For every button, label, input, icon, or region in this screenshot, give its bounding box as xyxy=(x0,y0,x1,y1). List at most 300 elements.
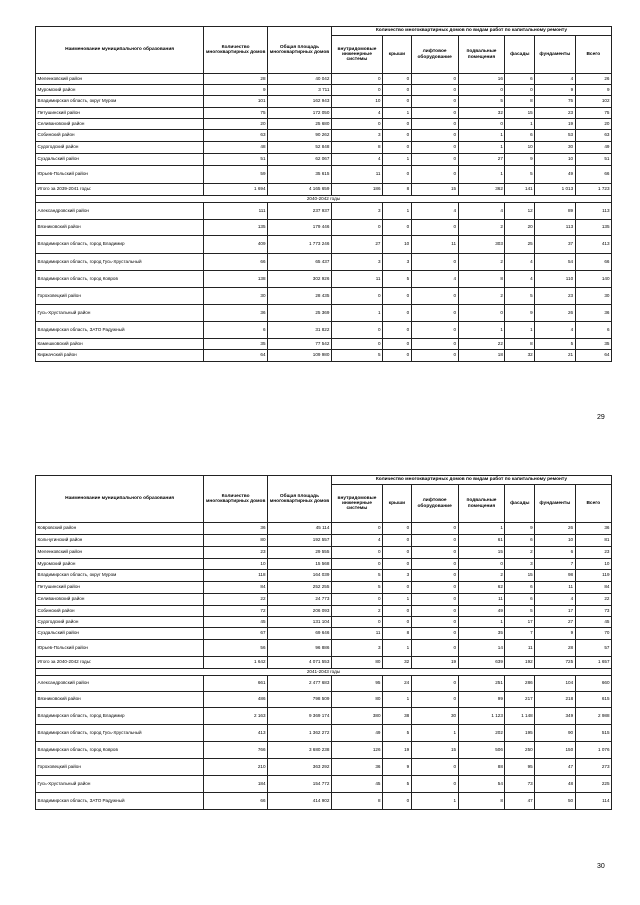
page-29 xyxy=(0,0,640,452)
cell-area: 35 615 xyxy=(268,166,332,184)
col-header-name: Наименование муниципального образования xyxy=(36,27,204,74)
cell-area: 798 509 xyxy=(268,692,332,708)
cell-total: 70 xyxy=(575,628,611,640)
cell-houses: 111 xyxy=(204,203,268,220)
cell-found: 26 xyxy=(535,523,575,535)
cell-base: 1 123 xyxy=(458,708,505,725)
cell-eng: 80 xyxy=(331,692,382,708)
cell-found: 218 xyxy=(535,692,575,708)
cell-houses: 486 xyxy=(204,692,268,708)
cell-lift: 0 xyxy=(411,570,458,582)
cell-lift: 0 xyxy=(411,523,458,535)
cell-name: Судогодский район xyxy=(36,142,204,154)
cell-houses: 64 xyxy=(204,350,268,362)
cell-name: Юрьев-Польский район xyxy=(36,166,204,184)
cell-lift: 0 xyxy=(411,535,458,547)
cell-found: 150 xyxy=(535,742,575,759)
cell-total: 102 xyxy=(575,96,611,108)
cell-base: 1 xyxy=(458,166,505,184)
cell-total: 23 xyxy=(575,547,611,559)
cell-name: Суздальский район xyxy=(36,628,204,640)
cell-eng: 49 xyxy=(331,725,382,742)
cell-lift: 0 xyxy=(411,119,458,130)
cell-houses: 28 xyxy=(204,74,268,85)
cell-houses: 75 xyxy=(204,108,268,119)
cell-name: Кольчугинский район xyxy=(36,535,204,547)
cell-name: Владимирская область, округ Муром xyxy=(36,96,204,108)
cell-base: 62 xyxy=(458,582,505,594)
cell-eng: 11 xyxy=(331,628,382,640)
table-row xyxy=(36,559,612,570)
cell-found: 6 xyxy=(535,547,575,559)
cell-total: 1 657 xyxy=(575,657,611,669)
cell-base: 88 xyxy=(458,759,505,776)
cell-facade: 11 xyxy=(505,640,535,657)
cell-name: Владимирская область, город Гусь-Хрустальный xyxy=(36,725,204,742)
cell-found: 7 xyxy=(535,559,575,570)
cell-total: 20 xyxy=(575,119,611,130)
cell-eng: 3 xyxy=(331,640,382,657)
table-row xyxy=(36,74,612,85)
cell-facade: 286 xyxy=(505,676,535,692)
cell-facade: 1 148 xyxy=(505,708,535,725)
cell-total: 45 xyxy=(575,617,611,628)
cell-lift: 0 xyxy=(411,350,458,362)
cell-roof: 3 xyxy=(383,570,412,582)
cell-roof: 0 xyxy=(383,305,412,322)
cell-facade: 20 xyxy=(505,220,535,236)
table-row xyxy=(36,523,612,535)
cell-roof: 0 xyxy=(383,85,412,96)
cell-total: 64 xyxy=(575,350,611,362)
cell-found: 27 xyxy=(535,617,575,628)
cell-total: 515 xyxy=(575,725,611,742)
cell-houses: 66 xyxy=(204,254,268,271)
cell-houses: 59 xyxy=(204,166,268,184)
cell-houses: 45 xyxy=(204,617,268,628)
cell-facade: 15 xyxy=(505,108,535,119)
col-header-facade: фасады xyxy=(505,36,535,74)
cell-total: 119 xyxy=(575,570,611,582)
cell-eng: 8 xyxy=(331,793,382,810)
capital-repair-table-29 xyxy=(35,26,612,362)
cell-roof: 3 xyxy=(383,254,412,271)
cell-found: 28 xyxy=(535,640,575,657)
cell-houses: 48 xyxy=(204,142,268,154)
cell-facade: 2 xyxy=(505,547,535,559)
cell-roof: 1 xyxy=(383,640,412,657)
cell-name: Владимирская область, ЗАТО Радужный xyxy=(36,322,204,339)
cell-lift: 1 xyxy=(411,793,458,810)
cell-base: 639 xyxy=(458,657,505,669)
cell-total: 10 xyxy=(575,559,611,570)
cell-facade: 17 xyxy=(505,617,535,628)
cell-total: 57 xyxy=(575,640,611,657)
cell-lift: 0 xyxy=(411,96,458,108)
cell-base: 0 xyxy=(458,85,505,96)
cell-roof: 0 xyxy=(383,339,412,350)
cell-roof: 0 xyxy=(383,119,412,130)
cell-eng: 11 xyxy=(331,271,382,288)
cell-facade: 192 xyxy=(505,657,535,669)
cell-total: 35 xyxy=(575,339,611,350)
cell-found: 113 xyxy=(535,220,575,236)
cell-base: 251 xyxy=(458,676,505,692)
cell-facade: 8 xyxy=(505,339,535,350)
cell-roof: 0 xyxy=(383,535,412,547)
cell-roof: 1 xyxy=(383,154,412,166)
table-row xyxy=(36,288,612,305)
cell-total: 9 xyxy=(575,85,611,96)
cell-total: 22 xyxy=(575,594,611,606)
cell-base: 54 xyxy=(458,776,505,793)
cell-found: 23 xyxy=(535,108,575,119)
cell-lift: 0 xyxy=(411,582,458,594)
cell-houses: 9 xyxy=(204,85,268,96)
cell-name: Ковровский район xyxy=(36,523,204,535)
cell-name: Петушинский район xyxy=(36,108,204,119)
cell-facade: 195 xyxy=(505,725,535,742)
cell-roof: 1 xyxy=(383,692,412,708)
cell-eng: 27 xyxy=(331,236,382,254)
col-header-facade: фасады xyxy=(505,485,535,523)
cell-eng: 0 xyxy=(331,617,382,628)
cell-facade: 95 xyxy=(505,759,535,776)
cell-total: 36 xyxy=(575,305,611,322)
cell-base: 11 xyxy=(458,594,505,606)
cell-roof: 5 xyxy=(383,271,412,288)
cell-name: Юрьев-Польский район xyxy=(36,640,204,657)
cell-found: 19 xyxy=(535,119,575,130)
cell-roof: 0 xyxy=(383,547,412,559)
cell-total: 51 xyxy=(575,154,611,166)
cell-lift: 0 xyxy=(411,617,458,628)
cell-area: 3 711 xyxy=(268,85,332,96)
cell-found: 37 xyxy=(535,236,575,254)
cell-houses: 766 xyxy=(204,742,268,759)
cell-total: 413 xyxy=(575,236,611,254)
cell-facade: 12 xyxy=(505,203,535,220)
cell-area: 179 446 xyxy=(268,220,332,236)
cell-houses: 72 xyxy=(204,606,268,617)
cell-name: Судогодский район xyxy=(36,617,204,628)
table-row xyxy=(36,606,612,617)
cell-roof: 0 xyxy=(383,582,412,594)
cell-facade: 1 xyxy=(505,119,535,130)
cell-base: 0 xyxy=(458,559,505,570)
cell-lift: 0 xyxy=(411,692,458,708)
cell-name: Петушинский район xyxy=(36,582,204,594)
cell-name: Александровский район xyxy=(36,676,204,692)
cell-facade: 10 xyxy=(505,142,535,154)
cell-found: 54 xyxy=(535,254,575,271)
cell-eng: 380 xyxy=(331,708,382,725)
cell-found: 9 xyxy=(535,85,575,96)
cell-lift: 0 xyxy=(411,154,458,166)
col-header-found: фундаменты xyxy=(535,485,575,523)
cell-houses: 80 xyxy=(204,535,268,547)
cell-facade: 9 xyxy=(505,154,535,166)
cell-base: 16 xyxy=(458,74,505,85)
cell-eng: 36 xyxy=(331,759,382,776)
cell-roof: 32 xyxy=(383,657,412,669)
cell-facade: 32 xyxy=(505,350,535,362)
cell-facade: 0 xyxy=(505,85,535,96)
cell-total: 63 xyxy=(575,130,611,142)
cell-facade: 250 xyxy=(505,742,535,759)
cell-area: 24 773 xyxy=(268,594,332,606)
cell-name: Владимирская область, город Владимир xyxy=(36,236,204,254)
cell-lift: 15 xyxy=(411,184,458,196)
cell-name: Вязниковский район xyxy=(36,220,204,236)
cell-name: Суздальский район xyxy=(36,154,204,166)
cell-houses: 135 xyxy=(204,220,268,236)
cell-eng: 80 xyxy=(331,657,382,669)
cell-area: 29 555 xyxy=(268,547,332,559)
table-row xyxy=(36,759,612,776)
cell-area: 2 477 683 xyxy=(268,676,332,692)
cell-facade: 7 xyxy=(505,628,535,640)
cell-total: 140 xyxy=(575,271,611,288)
cell-name: Гусь-Хрустальный район xyxy=(36,776,204,793)
cell-eng: 0 xyxy=(331,559,382,570)
cell-lift: 0 xyxy=(411,305,458,322)
cell-base: 506 xyxy=(458,742,505,759)
cell-area: 162 943 xyxy=(268,96,332,108)
cell-base: 22 xyxy=(458,339,505,350)
cell-eng: 5 xyxy=(331,582,382,594)
cell-total: 1 076 xyxy=(575,742,611,759)
cell-facade: 8 xyxy=(505,96,535,108)
cell-facade: 4 xyxy=(505,254,535,271)
cell-area: 3 680 238 xyxy=(268,742,332,759)
cell-base: 2 xyxy=(458,254,505,271)
cell-eng: 0 xyxy=(331,523,382,535)
cell-name: Селивановский район xyxy=(36,119,204,130)
cell-name: Селивановский район xyxy=(36,594,204,606)
cell-name: Муромский район xyxy=(36,559,204,570)
cell-base: 32 xyxy=(458,108,505,119)
table-row xyxy=(36,657,612,669)
col-header-lift: лифтовое оборудование xyxy=(411,485,458,523)
col-header-base: подвальные помещения xyxy=(458,485,505,523)
cell-roof: 0 xyxy=(383,350,412,362)
cell-eng: 95 xyxy=(331,676,382,692)
cell-houses: 66 xyxy=(204,793,268,810)
cell-houses: 138 xyxy=(204,271,268,288)
cell-lift: 0 xyxy=(411,339,458,350)
cell-eng: 0 xyxy=(331,288,382,305)
cell-area: 9 369 174 xyxy=(268,708,332,725)
col-header-group: Количество многоквартирных домов по видам работ по капитальному ремонту xyxy=(331,476,611,485)
cell-found: 98 xyxy=(535,570,575,582)
cell-houses: 63 xyxy=(204,130,268,142)
col-header-found: фундаменты xyxy=(535,36,575,74)
cell-roof: 8 xyxy=(383,628,412,640)
cell-lift: 0 xyxy=(411,606,458,617)
table-row xyxy=(36,594,612,606)
cell-lift: 0 xyxy=(411,254,458,271)
table-row xyxy=(36,708,612,725)
cell-name: Гороховецкий район xyxy=(36,288,204,305)
table-row xyxy=(36,640,612,657)
col-header-name: Наименование муниципального образования xyxy=(36,476,204,523)
cell-total: 84 xyxy=(575,582,611,594)
cell-eng: 45 xyxy=(331,776,382,793)
cell-lift: 0 xyxy=(411,220,458,236)
table-row xyxy=(36,322,612,339)
cell-total: 135 xyxy=(575,220,611,236)
cell-lift: 0 xyxy=(411,85,458,96)
cell-lift: 15 xyxy=(411,742,458,759)
cell-lift: 0 xyxy=(411,166,458,184)
cell-found: 5 xyxy=(535,339,575,350)
cell-roof: 38 xyxy=(383,708,412,725)
cell-total: 113 xyxy=(575,203,611,220)
cell-area: 172 050 xyxy=(268,108,332,119)
table-row xyxy=(36,236,612,254)
table-row xyxy=(36,85,612,96)
cell-found: 9 xyxy=(535,628,575,640)
table-row xyxy=(36,350,612,362)
cell-name: Киржачский район xyxy=(36,350,204,362)
cell-base: 1 xyxy=(458,142,505,154)
cell-eng: 0 xyxy=(331,322,382,339)
cell-roof: 0 xyxy=(383,606,412,617)
cell-facade: 73 xyxy=(505,776,535,793)
cell-roof: 0 xyxy=(383,793,412,810)
cell-lift: 0 xyxy=(411,547,458,559)
cell-base: 1 xyxy=(458,130,505,142)
cell-lift: 0 xyxy=(411,130,458,142)
cell-base: 15 xyxy=(458,547,505,559)
cell-eng: 4 xyxy=(331,108,382,119)
cell-total: 6 xyxy=(575,322,611,339)
cell-total: 660 xyxy=(575,676,611,692)
col-header-lift: лифтовое оборудование xyxy=(411,36,458,74)
cell-area: 1 773 246 xyxy=(268,236,332,254)
table-row xyxy=(36,254,612,271)
cell-total: 75 xyxy=(575,108,611,119)
cell-lift: 0 xyxy=(411,74,458,85)
capital-repair-table-30 xyxy=(35,475,612,810)
cell-roof: 0 xyxy=(383,130,412,142)
cell-roof: 0 xyxy=(383,617,412,628)
cell-lift: 0 xyxy=(411,559,458,570)
cell-roof: 0 xyxy=(383,166,412,184)
cell-eng: 0 xyxy=(331,220,382,236)
cell-roof: 1 xyxy=(383,594,412,606)
cell-found: 50 xyxy=(535,793,575,810)
cell-base: 5 xyxy=(458,96,505,108)
table-row xyxy=(36,203,612,220)
table-row xyxy=(36,166,612,184)
cell-found: 75 xyxy=(535,96,575,108)
cell-lift: 0 xyxy=(411,776,458,793)
cell-lift: 4 xyxy=(411,271,458,288)
cell-base: 4 xyxy=(458,203,505,220)
cell-total: 114 xyxy=(575,793,611,810)
cell-lift: 1 xyxy=(411,725,458,742)
cell-base: 2 xyxy=(458,288,505,305)
cell-houses: 409 xyxy=(204,236,268,254)
table-row xyxy=(36,271,612,288)
cell-name: Камешковский район xyxy=(36,339,204,350)
cell-eng: 3 xyxy=(331,130,382,142)
cell-area: 45 114 xyxy=(268,523,332,535)
cell-houses: 413 xyxy=(204,725,268,742)
cell-lift: 0 xyxy=(411,676,458,692)
cell-houses: 30 xyxy=(204,288,268,305)
cell-area: 4 071 553 xyxy=(268,657,332,669)
cell-facade: 5 xyxy=(505,606,535,617)
cell-facade: 6 xyxy=(505,594,535,606)
cell-area: 363 292 xyxy=(268,759,332,776)
cell-houses: 36 xyxy=(204,305,268,322)
cell-roof: 0 xyxy=(383,220,412,236)
page-30 xyxy=(0,452,640,905)
cell-found: 26 xyxy=(535,305,575,322)
cell-eng: 0 xyxy=(331,339,382,350)
cell-lift: 30 xyxy=(411,708,458,725)
cell-name: Итого за 2039-2041 годы: xyxy=(36,184,204,196)
cell-name: Александровский район xyxy=(36,203,204,220)
cell-area: 15 568 xyxy=(268,559,332,570)
cell-eng: 0 xyxy=(331,119,382,130)
cell-area: 192 557 xyxy=(268,535,332,547)
cell-total: 2 988 xyxy=(575,708,611,725)
cell-found: 48 xyxy=(535,776,575,793)
cell-lift: 19 xyxy=(411,657,458,669)
cell-base: 1 xyxy=(458,322,505,339)
cell-eng: 0 xyxy=(331,547,382,559)
cell-houses: 67 xyxy=(204,628,268,640)
cell-roof: 0 xyxy=(383,96,412,108)
cell-area: 31 822 xyxy=(268,322,332,339)
cell-base: 1 xyxy=(458,617,505,628)
col-header-area: Общая площадь многоквартирных домов xyxy=(268,476,332,523)
cell-lift: 11 xyxy=(411,236,458,254)
cell-name: Владимирская область, город Гусь-Хрустальный xyxy=(36,254,204,271)
cell-base: 2 xyxy=(458,570,505,582)
cell-facade: 5 xyxy=(505,288,535,305)
cell-facade: 9 xyxy=(505,523,535,535)
table-row xyxy=(36,776,612,793)
cell-total: 36 xyxy=(575,523,611,535)
cell-roof: 0 xyxy=(383,142,412,154)
cell-roof: 10 xyxy=(383,236,412,254)
cell-area: 25 369 xyxy=(268,305,332,322)
table-row xyxy=(36,184,612,196)
table-row xyxy=(36,220,612,236)
cell-area: 164 039 xyxy=(268,570,332,582)
cell-name: Меленковский район xyxy=(36,547,204,559)
cell-facade: 15 xyxy=(505,570,535,582)
cell-found: 1 013 xyxy=(535,184,575,196)
cell-base: 202 xyxy=(458,725,505,742)
cell-lift: 0 xyxy=(411,640,458,657)
cell-roof: 0 xyxy=(383,523,412,535)
page-number: 30 xyxy=(597,863,605,870)
cell-houses: 210 xyxy=(204,759,268,776)
cell-eng: 2 xyxy=(331,606,382,617)
cell-eng: 0 xyxy=(331,74,382,85)
section-row: 2040-2042 годы xyxy=(36,196,612,203)
table-row xyxy=(36,154,612,166)
cell-base: 8 xyxy=(458,793,505,810)
col-header-total: Всего xyxy=(575,485,611,523)
col-header-group: Количество многоквартирных домов по видам работ по капитальному ремонту xyxy=(331,27,611,36)
